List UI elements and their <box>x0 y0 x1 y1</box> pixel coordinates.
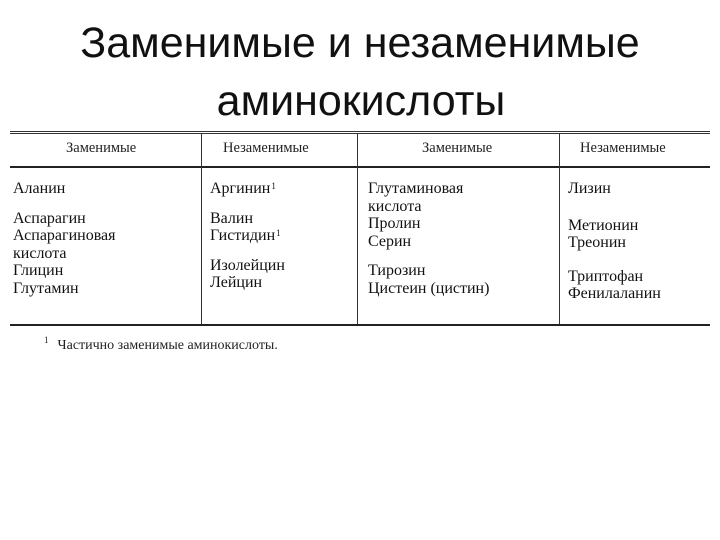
footnote-text: Частично заменимые аминокислоты. <box>57 338 278 353</box>
list-item: Фенилаланин <box>568 285 661 302</box>
footnote-ref: 1 <box>271 181 276 191</box>
list-item: Аспарагин <box>13 209 86 227</box>
column-replaceable-2 <box>368 180 489 297</box>
table-header-rule <box>10 166 710 168</box>
column-divider <box>357 133 358 324</box>
header-essential-2: Незаменимые <box>580 140 666 156</box>
column-divider <box>201 133 202 324</box>
footnote-marker: 1 <box>44 335 49 345</box>
list-item: Серин <box>368 232 412 250</box>
list-item: Триптофан <box>568 267 644 285</box>
list-item: Изолейцин <box>210 256 285 274</box>
list-item: Глутамин <box>13 279 79 297</box>
list-item: Аспарагиновая <box>13 227 116 244</box>
list-item: Метионин <box>568 216 639 234</box>
list-item: кислота <box>13 244 67 262</box>
column-essential-1 <box>210 180 285 292</box>
list-item: Валин <box>210 209 254 227</box>
table-top-rule <box>10 131 710 134</box>
list-item: кислота <box>368 197 422 215</box>
list-item: Пролин <box>368 215 421 232</box>
footnote-ref: 1 <box>276 228 281 238</box>
header-replaceable-2: Заменимые <box>422 140 493 156</box>
list-item: Аланин <box>13 180 66 197</box>
header-essential-1: Незаменимые <box>223 140 309 156</box>
column-replaceable-1 <box>13 180 116 297</box>
footnote <box>44 335 278 354</box>
list-item: Цистеин (цистин) <box>368 279 490 297</box>
list-item: Лейцин <box>210 274 263 291</box>
list-item: Аргинин$^1$ <box>210 180 276 197</box>
column-essential-2 <box>568 180 661 303</box>
list-item: Треонин <box>568 234 626 251</box>
title-line-2: аминокислоты <box>216 77 506 125</box>
list-item: Глицин <box>13 262 64 279</box>
list-item: Тирозин <box>368 262 426 279</box>
title-line-1: Заменимые и незаменимые <box>80 19 640 67</box>
list-item: Гистидин$^1$ <box>210 227 281 244</box>
slide-title <box>0 14 720 130</box>
table-bottom-rule <box>10 324 710 326</box>
header-replaceable-1: Заменимые <box>66 140 137 156</box>
list-item: Лизин <box>568 180 611 197</box>
list-item: Глутаминовая <box>368 180 464 197</box>
column-divider <box>559 133 560 324</box>
